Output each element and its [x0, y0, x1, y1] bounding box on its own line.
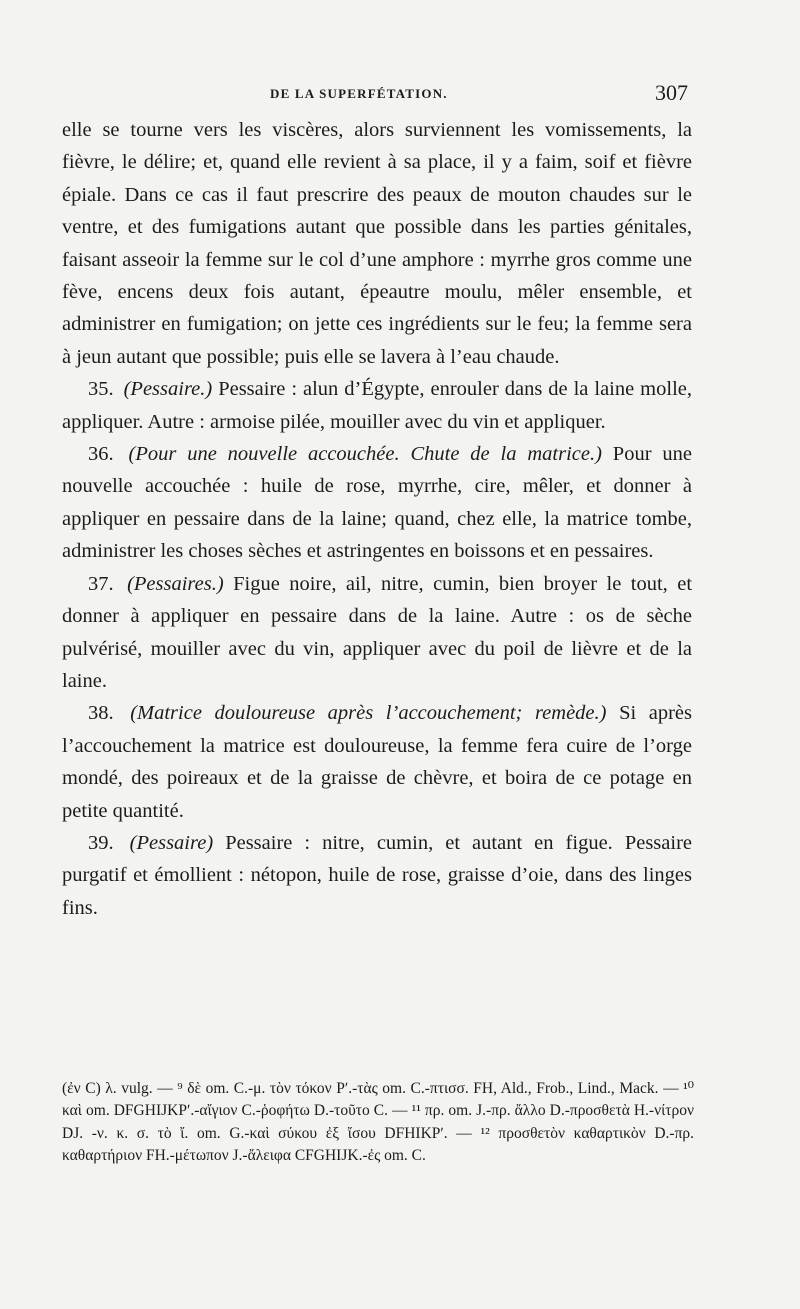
- footnotes: [62, 1078, 694, 1167]
- section-rubric: (Pour une nouvelle accouchée. Chute de la matrice.): [128, 443, 602, 466]
- section-number: 36.: [88, 443, 114, 466]
- paragraph-37: [62, 568, 692, 698]
- running-title: DE LA SUPERFÉTATION.: [270, 86, 448, 101]
- section-rubric: (Pessaire.): [123, 378, 213, 401]
- section-number: 38.: [88, 702, 114, 725]
- paragraph-38: [62, 697, 692, 827]
- section-text: Pessaire : nitre, cumin, et autant en figue. Pessaire purgatif et émollient : nétopon, huile de rose, graisse d’oie, dans des linges fins.: [62, 831, 692, 919]
- footnote-apparatus: (ἐν C) λ. vulg. — ⁹ δὲ om. C.-μ. τὸν τόκον Pʹ.-τὰς om. C.-πτισσ. FH, Ald., Frob., Lind., Mack. — ¹⁰ καὶ om. DFGHIJKPʹ.-αἴγιον C.-ῥοφήτω D.-τοῦτο C. — ¹¹ πρ. om. J.-πρ. ἄλλο D.-προσθετὰ H.-νίτρον DJ. -ν. κ. σ. τὸ ἴ. om. G.-καὶ σύκου ἐξ ἴσου DFHIKPʹ. — ¹² προσθετὸν καθαρτικὸν D.-πρ. καθαρτήριον FH.-μέτωπον J.-ἄλειφα CFGHIJK.-ἐς om. C.: [62, 1080, 694, 1164]
- section-rubric: (Pessaire): [129, 831, 214, 854]
- section-rubric: (Matrice douloureuse après l’accouchement; remède.): [130, 702, 607, 725]
- main-text: [62, 114, 692, 924]
- section-number: 35.: [88, 378, 114, 401]
- section-rubric: (Pessaires.): [127, 572, 224, 595]
- section-number: 39.: [88, 831, 114, 854]
- section-text: Pessaire : alun d’Égypte, enrouler dans de la laine molle, appliquer. Autre : armoise pilée, mouiller avec du vin et appliquer.: [62, 378, 692, 433]
- page-number: 307: [655, 80, 688, 105]
- intro-paragraph: elle se tourne vers les viscères, alors surviennent les vomissements, la fièvre, le délire; et, quand elle revient à sa place, il y a faim, soif et fièvre épiale. Dans ce cas il faut prescrire des peaux de mouton chaudes sur le ventre, et des fumigations autant que possible dans les parties génitales, faisant asseoir la femme sur le col d’une amphore : myrrhe gros comme une fève, encens deux fois autant, épeautre moulu, mêler ensemble, et administrer en fumigation; on jette ces ingrédients sur le feu; la femme sera à jeun autant que possible; puis elle se lavera à l’eau chaude.: [62, 119, 692, 368]
- paragraph-35: [62, 373, 692, 438]
- section-number: 37.: [88, 572, 114, 595]
- paragraph-36: [62, 438, 692, 568]
- section-text: Figue noire, ail, nitre, cumin, bien broyer le tout, et donner à appliquer en pessaire dans de la laine. Autre : os de sèche pulvérisé, mouiller avec du vin, appliquer avec du poil de lièvre et de la laine.: [62, 572, 693, 692]
- section-text: Pour une nouvelle accouchée : huile de rose, myrrhe, cire, mêler, et donner à appliquer en pessaire dans de la laine; quand, chez elle, la matrice tombe, administrer les choses sèches et astringentes en boissons et en pessaires.: [62, 443, 692, 563]
- running-head: [0, 80, 800, 110]
- section-text: Si après l’accouchement la matrice est douloureuse, la femme fera cuire de l’orge mondé, des poireaux et de la graisse de chèvre, et boira de ce potage en petite quantité.: [62, 702, 692, 822]
- paragraph-39: [62, 827, 692, 924]
